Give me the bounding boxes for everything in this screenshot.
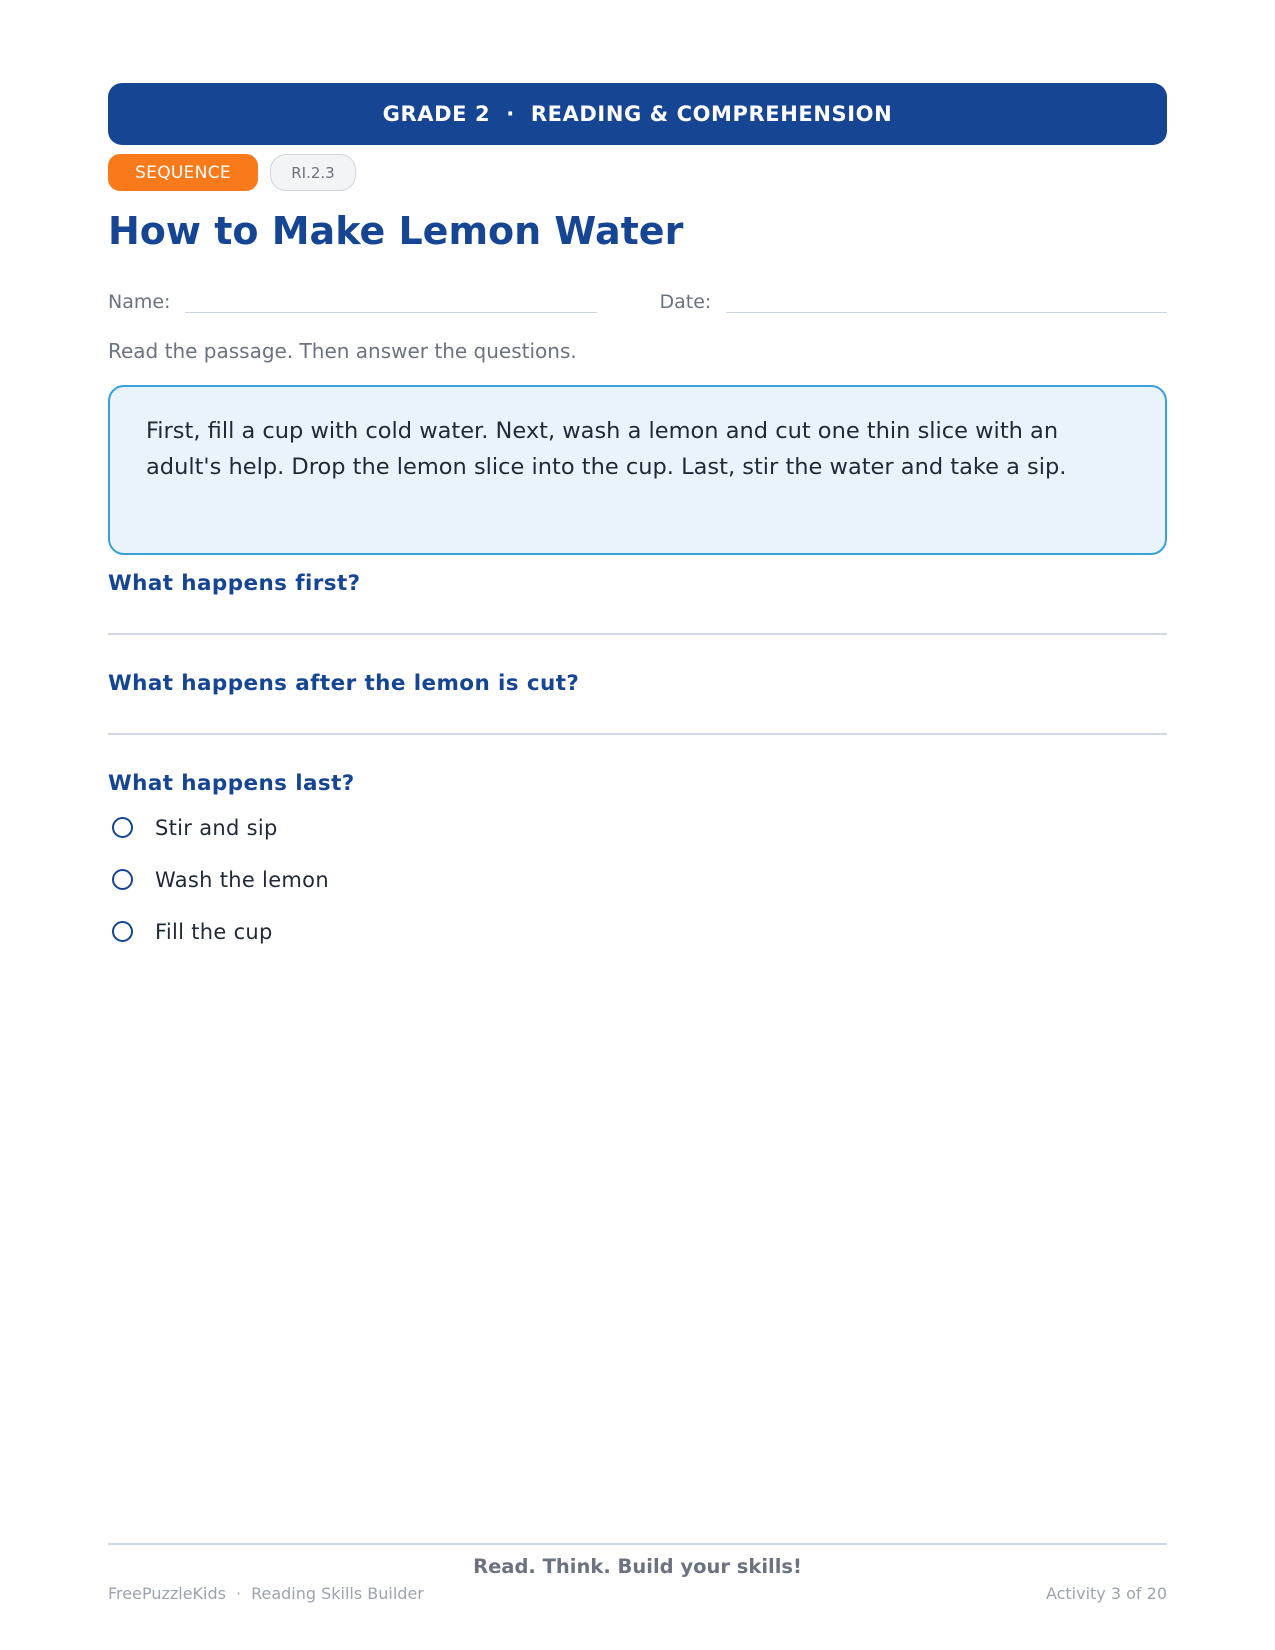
footer-meta xyxy=(108,1584,1167,1603)
question-2: What happens after the lemon is cut? xyxy=(108,670,580,696)
name-date-row xyxy=(108,279,1167,313)
answer-options xyxy=(108,802,1167,958)
standard-badge: RI.2.3 xyxy=(270,154,356,191)
name-label: Name: xyxy=(108,290,171,313)
name-field[interactable] xyxy=(185,288,597,313)
passage-text: First, fill a cup with cold water. Next, wash a lemon and cut one thin slice with an adult's help. Drop the lemon slice into the cup. Last, stir the water and take a sip. xyxy=(146,417,1067,480)
answer-line-2[interactable] xyxy=(108,733,1167,735)
skill-badge: SEQUENCE xyxy=(108,154,258,191)
instructions-text: Read the passage. Then answer the questions. xyxy=(108,338,577,363)
activity-counter: Activity 3 of 20 xyxy=(1045,1584,1167,1603)
question-1: What happens first? xyxy=(108,570,361,596)
option-3[interactable] xyxy=(108,906,1167,958)
footer-separator: · xyxy=(235,1584,242,1603)
banner-separator: · xyxy=(506,102,515,126)
series-name: Reading Skills Builder xyxy=(251,1584,424,1603)
date-field[interactable] xyxy=(726,288,1167,313)
footer-brand-group xyxy=(108,1584,424,1603)
question-3: What happens last? xyxy=(108,770,355,796)
grade-label: GRADE 2 xyxy=(382,102,491,126)
answer-line-1[interactable] xyxy=(108,633,1167,635)
grade-banner xyxy=(108,83,1167,145)
tag-row xyxy=(108,154,1167,191)
footer-tagline: Read. Think. Build your skills! xyxy=(473,1555,802,1578)
brand-name: FreePuzzleKids xyxy=(108,1584,226,1603)
page-title: How to Make Lemon Water xyxy=(108,209,684,253)
option-1[interactable] xyxy=(108,802,1167,854)
option-label: Stir and sip xyxy=(155,815,278,840)
radio-button-icon[interactable] xyxy=(112,817,133,838)
date-label: Date: xyxy=(659,290,712,313)
worksheet-page xyxy=(108,83,1167,958)
option-label: Fill the cup xyxy=(155,919,273,944)
radio-button-icon[interactable] xyxy=(112,921,133,942)
radio-button-icon[interactable] xyxy=(112,869,133,890)
reading-passage xyxy=(108,385,1167,555)
option-label: Wash the lemon xyxy=(155,867,329,892)
subject-label: READING & COMPREHENSION xyxy=(530,102,893,126)
page-footer xyxy=(108,1543,1167,1603)
option-2[interactable] xyxy=(108,854,1167,906)
